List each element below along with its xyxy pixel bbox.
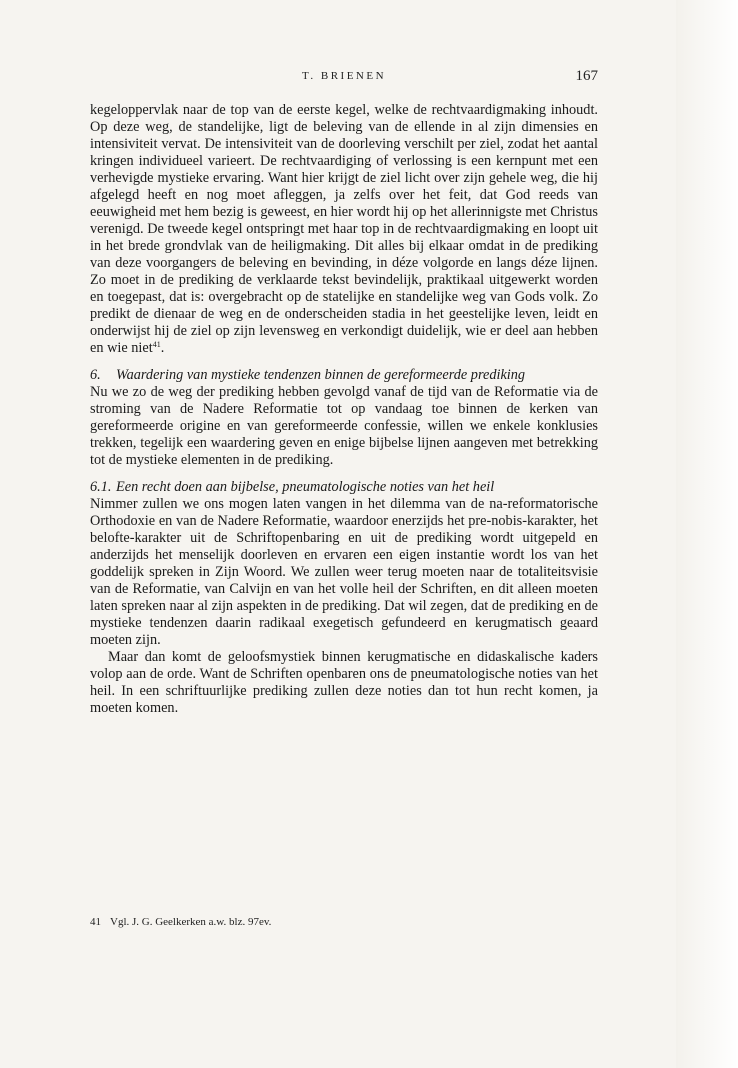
paragraph-1 bbox=[90, 102, 598, 357]
page-edge-shadow bbox=[676, 0, 738, 1068]
footnote bbox=[90, 916, 598, 928]
paragraph-3: Nimmer zullen we ons mogen laten vangen in het dilemma van de na-reformatorische Orthodoxie en van de Nadere Reformatie, waardoor enerzijds het pre-nobis-karakter, het belofte-karakter uit de Schriftopenbaring en uit de prediking wordt uitgepeld en anderzijds het menselijk doorleven en ervaren een eigen instantie wordt los van het goddelijk spreken in Zijn Woord. We zullen weer terug moeten naar de totaliteitsvisie van de Reformatie, van Calvijn en van het volle heil der Schriften, en dit alleen moeten laten spreken naar al zijn aspekten in de prediking. Dat wil zegen, dat de prediking en de mystieke tendenzen daarin radikaal exegetisch gefundeerd en kerugmatisch geaard moeten zijn. bbox=[90, 496, 598, 648]
page-number: 167 bbox=[575, 68, 598, 84]
section-6-1-number: 6.1. bbox=[90, 479, 112, 495]
main-text bbox=[90, 102, 598, 717]
running-head: T. BRIENEN bbox=[301, 70, 387, 82]
section-gap bbox=[90, 357, 598, 367]
page-header bbox=[90, 68, 598, 88]
section-6-number: 6. bbox=[90, 367, 101, 383]
section-6-1-title: Een recht doen aan bijbelse, pneumatologische noties van het heil bbox=[116, 479, 495, 495]
paragraph-1-end: . bbox=[160, 340, 165, 356]
footnote-reference: 41 bbox=[152, 340, 161, 349]
footnote-text: Vgl. J. G. Geelkerken a.w. blz. 97ev. bbox=[110, 916, 272, 928]
footnote-number: 41 bbox=[90, 916, 101, 928]
section-6-title: Waardering van mystieke tendenzen binnen de gereformeerde prediking bbox=[116, 367, 526, 383]
paragraph-1-text: kegeloppervlak naar de top van de eerste kegel, welke de rechtvaardigmaking inhoudt. Op deze weg, de standelijke, ligt de beleving van de ellende in al zijn dimensies en intensiviteit vervat. De intensiviteit van de doorleving verschilt per ziel, zodat het aantal kringen individueel varieert. De rechtvaardiging of verlossing is een kernpunt met een verhevigde mystieke ervaring. Want hier krijgt de ziel licht over zijn gehele weg, die hij afgelegd heeft en nog moet afleggen, ja zelfs over het feit, dat God reeds van eeuwigheid met hem bezig is geweest, en hier wordt hij op het allerinnigste met Christus verenigd. De tweede kegel ontspringt met haar top in de rechtvaardigmaking en loopt uit in het brede grondvlak van de heiligmaking. Dit alles bij elkaar omdat in de prediking van deze voorgangers de beleving en bevinding, in déze volgorde en langs déze lijnen. Zo moet in de prediking de verklaarde tekst bevindelijk, praktikaal uitgewerkt worden en toegepast, dat is: overgebracht op de statelijke en standelijke weg van Gods volk. Zo predikt de dienaar de weg en de onderscheiden stadia in het geestelijke leven, leidt en onderwijst hij de ziel op zijn levensweg en verkondigt duidelijk, wie er deel aan hebben en wie niet bbox=[90, 102, 598, 356]
section-6-heading bbox=[90, 367, 598, 384]
section-gap bbox=[90, 469, 598, 479]
section-6-1-heading bbox=[90, 479, 598, 496]
paragraph-2: Nu we zo de weg der prediking hebben gevolgd vanaf de tijd van de Reformatie via de stroming van de Nadere Reformatie tot op vandaag toe binnen de kerken van gereformeerde origine en van gereformeerde confessie, willen we enkele konklusies trekken, tegelijk een waardering geven en enige bijbelse lijnen aangeven met betrekking tot de mystieke elementen in de prediking. bbox=[90, 384, 598, 468]
paragraph-4: Maar dan komt de geloofsmystiek binnen kerugmatische en didaskalische kaders volop aan de orde. Want de Schriften openbaren ons de pneumatologische noties van het heil. In een schriftuurlijke prediking zullen deze noties dan tot hun recht komen, ja moeten komen. bbox=[90, 649, 598, 716]
